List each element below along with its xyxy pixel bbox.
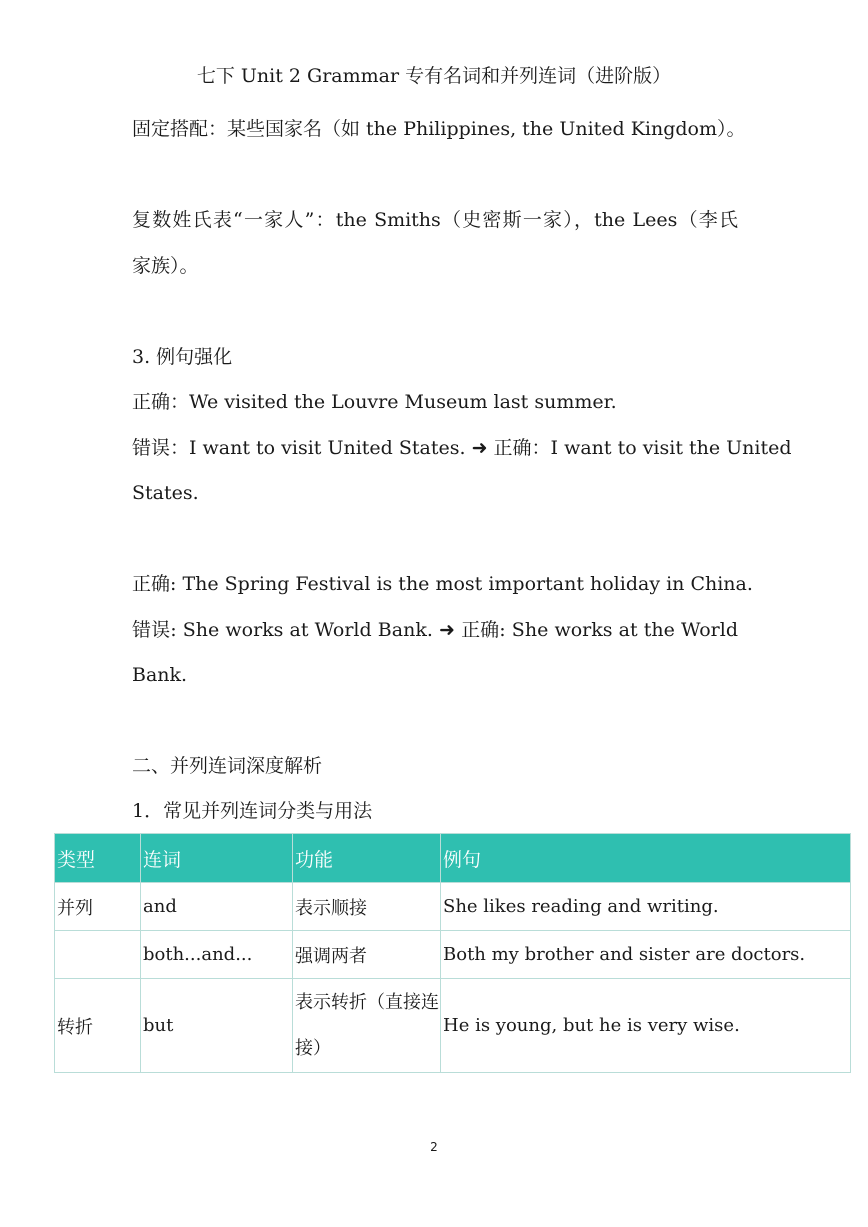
cell-function: 表示转折（直接连接） (293, 979, 441, 1073)
cell-type: 转折 (55, 979, 141, 1073)
section-heading-examples: 3. 例句强化 (132, 346, 233, 368)
example-wrong-1-cont: States. (132, 482, 199, 504)
header-conjunction: 连词 (141, 834, 293, 883)
example-wrong-1: 错误：I want to visit United States. ➜ 正确：I want to visit the United (132, 437, 792, 459)
page-title: 七下 Unit 2 Grammar 专有名词和并列连词（进阶版） (196, 65, 672, 87)
header-function: 功能 (293, 834, 441, 883)
example-wrong-2: 错误: She works at World Bank. ➜ 正确: She works at the World (132, 619, 738, 641)
cell-type: 并列 (55, 883, 141, 931)
text-fixed-collocation: 固定搭配：某些国家名（如 the Philippines, the United Kingdom）。 (132, 118, 746, 140)
part-heading-conjunctions: 二、并列连词深度解析 (132, 755, 323, 777)
table-header-row (55, 834, 851, 883)
cell-function: 表示顺接 (293, 883, 441, 931)
cell-example: Both my brother and sister are doctors. (441, 931, 851, 979)
example-wrong-2-cont: Bank. (132, 664, 188, 686)
table-row (55, 979, 851, 1073)
example-correct-1: 正确：We visited the Louvre Museum last summer. (132, 391, 617, 413)
cell-function: 强调两者 (293, 931, 441, 979)
conjunction-table (54, 833, 851, 1073)
cell-conjunction: but (141, 979, 293, 1073)
text-plural-surname-cont: 家族）。 (132, 255, 199, 277)
table-row (55, 931, 851, 979)
cell-example: He is young, but he is very wise. (441, 979, 851, 1073)
cell-conjunction: and (141, 883, 293, 931)
page-number: 2 (430, 1140, 438, 1154)
sub-heading-conjunction-types: 1．常见并列连词分类与用法 (132, 800, 373, 822)
header-type: 类型 (55, 834, 141, 883)
text-plural-surname: 复数姓氏表“一家人”：the Smiths（史密斯一家），the Lees（李氏 (132, 209, 738, 231)
cell-conjunction: both...and... (141, 931, 293, 979)
cell-example: She likes reading and writing. (441, 883, 851, 931)
example-correct-2: 正确: The Spring Festival is the most important holiday in China. (132, 573, 753, 595)
table-row (55, 883, 851, 931)
header-example: 例句 (441, 834, 851, 883)
cell-type (55, 931, 141, 979)
